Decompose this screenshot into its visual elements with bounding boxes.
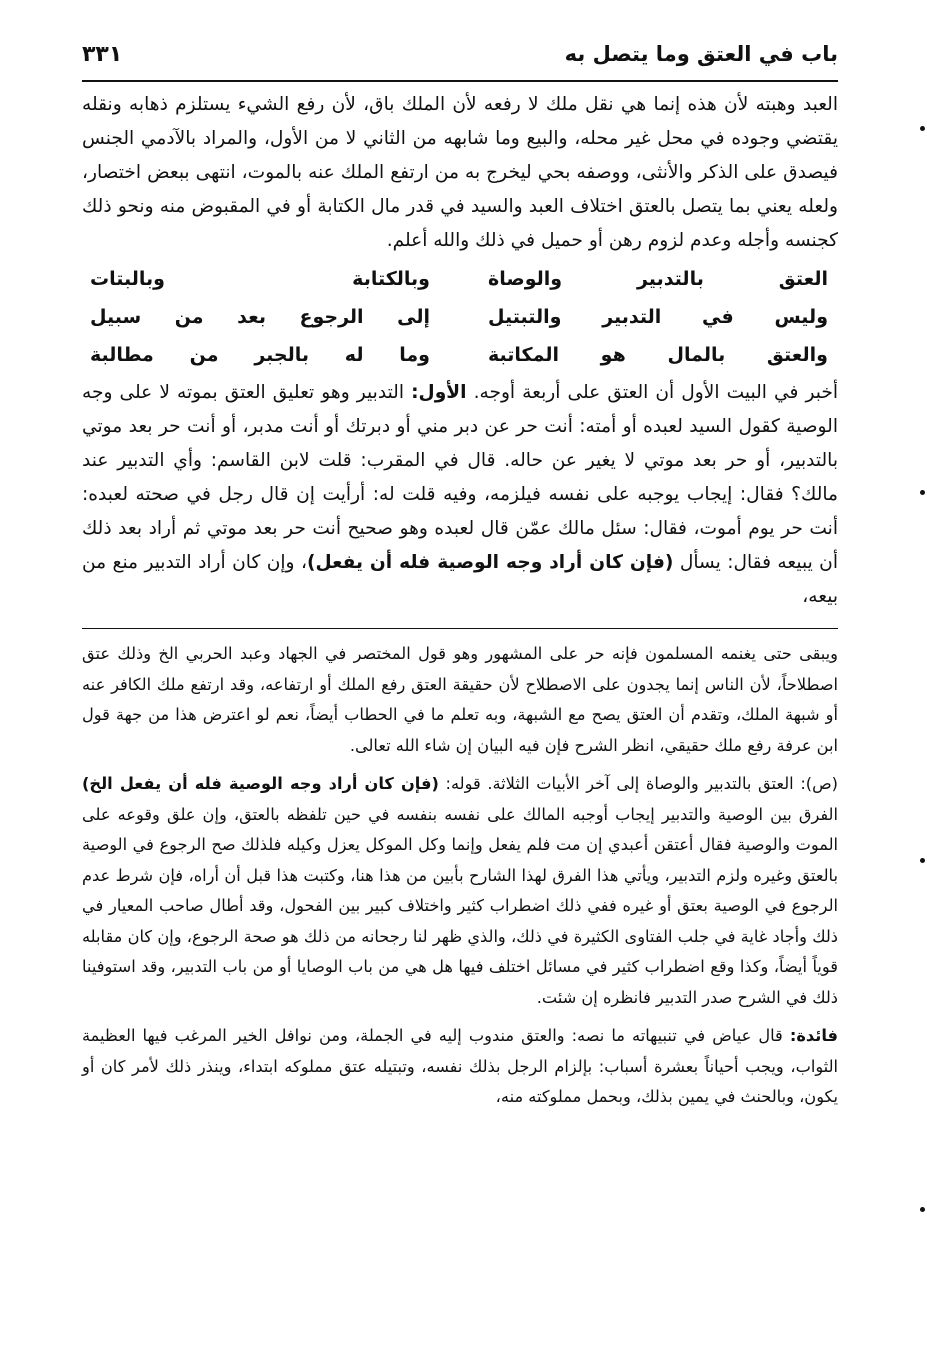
body-paragraph: العبد وهبته لأن هذه إنما هي نقل ملك لا رفعه لأن الملك باق، لأن رفع الشيء يستلزم ذهابه ونقله يقتضي وجوده في محل غير محله، والبيع وما شابهه من الثاني لا من الأول، والمراد بالآدمي الجنس فيصدق على الذكر والأنثى، ووصفه بحي ليخرج به من ارتفع الملك عنه بالموت، انتهى ببعض اختصار، ولعله يعني بما يتصل بالعتق اختلاف العبد والسيد في قدر مال الكتابة أو في المقبوض منه ونحو ذلك كجنسه وأجله وعدم لزوم رهن أو حميل في ذلك والله أعلم. [82, 94, 838, 251]
chapter-title: باب في العتق وما يتصل به [564, 42, 838, 66]
footnote-text: قال عياض في تنبيهاته ما نصه: والعتق مندوب إليه في الجملة، ومن نوافل الخير المرغب فيها العظيمة الثواب، ويجب أحياناً بعشرة أسباب: بإلزام الرجل بذلك نفسه، وتبتيله عتق مملوكه ابتداء، وينذر ذلك لأمر كان أو يكون، وبالحنث في يمين بذلك، وبحمل مملوكته منه، [82, 1026, 838, 1106]
verse-second-hemistich: إلى الرجوع بعد من سبيل [90, 306, 430, 328]
verse-line [82, 336, 838, 374]
footnote-paragraph: ويبقى حتى يغنمه المسلمون فإنه حر على المشهور وهو قول المختصر في الجهاد وعبد الحربي الخ وذلك عتق اصطلاحاً، لأن الناس إنما يجدون على الاصطلاح لأن حقيقة العتق رفع الملك أو ارتفاعه، وقد ارتفع ملك الكافر عنه أو شبهة الملك، وتقدم أن العتق يصح مع الشبهة، وبه تعلم ما في الحطاب أيضاً، نعم لو اعترض هذا من جهة قول ابن عرفة رفع ملك حقيقي، انظر الشرح فإن فيه البيان إن شاء الله تعالى. [82, 644, 838, 755]
bold-term: الأول: [411, 382, 467, 403]
footnote-text: الفرق بين الوصية والتدبير إيجاب أوجبه المالك على نفسه بنفسه في حين تلفظه بالعتق، وإن علق وقوعه على الموت والوصية فقال أعتقن أعبدي إن مت فلم يفعل وإنما وكل الموكل يعزل وكيله فلذلك صح الرجوع في الوصية بالعتق وغيره ولزم التدبير، ويأتي هذا الفرق لهذا الشارح بأبين من هذا هنا، وكتبت هذا قبل أن أراه، فإن شرط عدم الرجوع في الوصية بعتق أو غيره ففي ذلك اضطراب كثير واختلاف كبير بين الفحول، وقد أطال صاحب المعيار في ذلك وأجاد غاية في جلب الفتاوى الكثيرة في ذلك، والذي ظهر لنا رجحانه من ذلك هو صحة الرجوع، وإن كان مقابله قوياً أيضاً، وكذا وقع اضطراب كثير في مسائل اختلف فيها هل هي من باب الوصايا أو من باب التدبير، وقد استوفينا ذلك في الشرح صدر التدبير فانظره إن شئت. [82, 804, 838, 1007]
bold-quote: (فإن كان أراد وجه الوصية فله أن يفعل) [306, 552, 674, 573]
verse-second-hemistich: وبالكتابة وبالبتات [90, 268, 430, 290]
margin-dot [920, 1207, 925, 1212]
paragraph-text: التدبير وهو تعليق العتق بموته لا على وجه الوصية كقول السيد لعبده أو أمته: أنت حر عن دبر مني أو دبرتك أو أنت مدبر، أو أنت حر بعد موتي بالتدبير، أو حر بعد موتي لا يغير عن حاله. قال في المقرب: قلت لابن القاسم: وأي التدبير عند مالك؟ فقال: إيجاب يوجبه على نفسه فيلزمه، وفيه قلت له: أرأيت إن قال رجل في صحته لعبده: أنت حر يوم أموت، فقال: سئل مالك عمّن قال لعبده وهو صحيح أنت حر بعد موتي ثم أراد بعد ذلك أن يبيعه فقال: يسأل [82, 382, 838, 573]
margin-dot [920, 490, 925, 495]
paragraph-text: أخبر في البيت الأول أن العتق على أربعة أوجه. [473, 382, 838, 403]
poem-verses [82, 260, 838, 374]
bold-term: فائدة: [789, 1026, 838, 1045]
verse-line [82, 298, 838, 336]
footnote-divider [82, 628, 838, 629]
margin-dot [920, 858, 925, 863]
running-header [82, 40, 838, 82]
verse-second-hemistich: وما له بالجبر من مطالبة [90, 344, 430, 366]
bold-quote: (فإن كان أراد وجه الوصية فله أن يفعل الخ) [82, 774, 439, 793]
body-paragraph [82, 376, 838, 614]
footnote-paragraph [82, 769, 838, 1013]
verse-first-hemistich: وليس في التدبير والتبتيل [488, 306, 828, 328]
verse-first-hemistich: والعتق بالمال هو المكاتبة [488, 344, 828, 366]
footnote-paragraph [82, 1021, 838, 1113]
verse-first-hemistich: العتق بالتدبير والوصاة [488, 268, 828, 290]
verse-line [82, 260, 838, 298]
paragraph-text: ، وإن كان أراد التدبير منع من بيعه، [82, 552, 838, 607]
margin-dot [920, 126, 925, 131]
footnote-text: (ص): العتق بالتدبير والوصاة إلى آخر الأبيات الثلاثة. قوله: [445, 774, 838, 793]
page [82, 40, 838, 1113]
page-number: ٣٣١ [82, 42, 123, 67]
